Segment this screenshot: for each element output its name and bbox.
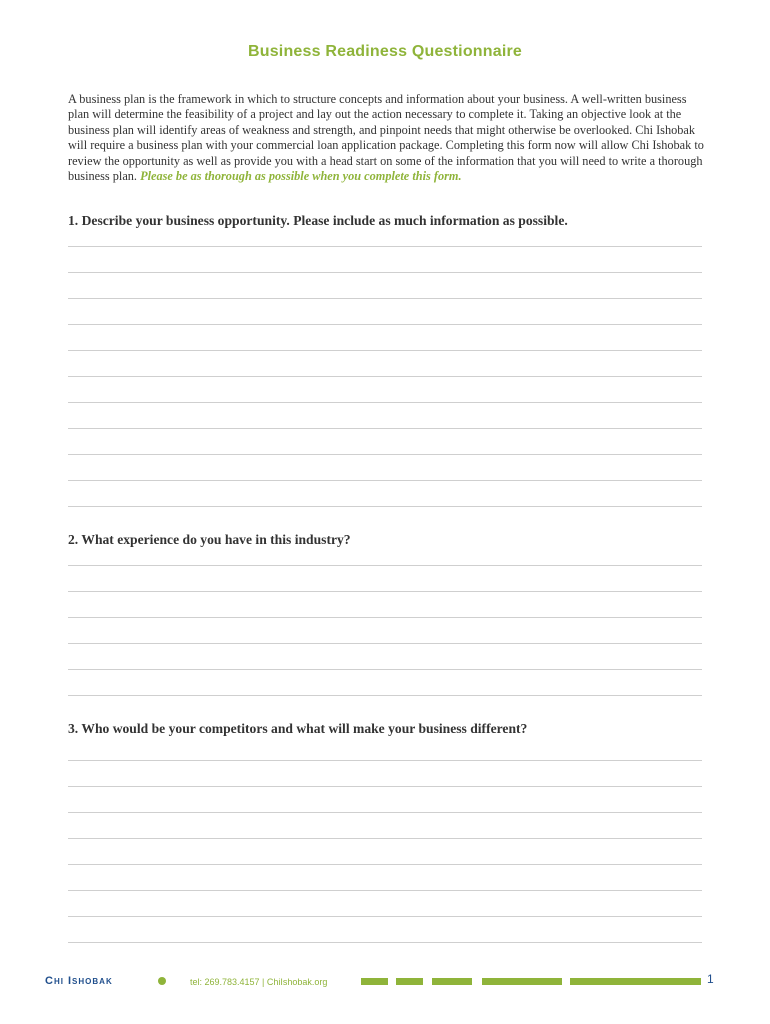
- answer-line[interactable]: [68, 246, 702, 247]
- answer-line[interactable]: [68, 916, 702, 917]
- answer-line[interactable]: [68, 298, 702, 299]
- footer-bar-segment: [396, 978, 423, 985]
- answer-line[interactable]: [68, 376, 702, 377]
- footer-bar-segment: [361, 978, 388, 985]
- answer-line[interactable]: [68, 890, 702, 891]
- answer-line[interactable]: [68, 942, 702, 943]
- question-3: 3. Who would be your competitors and what will make your business different?: [68, 721, 528, 736]
- answer-line[interactable]: [68, 350, 702, 351]
- footer-bar-segment: [482, 978, 562, 985]
- answer-line[interactable]: [68, 786, 702, 787]
- answer-line[interactable]: [68, 402, 702, 403]
- intro-paragraph: [68, 92, 708, 184]
- question-2: 2. What experience do you have in this industry?: [68, 532, 351, 547]
- answer-line[interactable]: [68, 812, 702, 813]
- footer-dot-icon: [158, 977, 166, 985]
- intro-text: A business plan is the framework in which to structure concepts and information about your business. A well-written business plan will determine the feasibility of a project and lay out the action necessary to complete it. Taking an objective look at the business plan will identify areas of weakness and strength, and pinpoint needs that might otherwise be overlooked. Chi Ishobak will require a business plan with your commercial loan application package. Completing this form now will allow Chi Ishobak to review the opportunity as well as provide you with a head start on some of the information that you will need to write a thorough business plan.: [68, 92, 704, 184]
- footer-brand-logo: Chi Ishobak: [45, 975, 113, 987]
- page-number: 1: [707, 972, 714, 986]
- intro-emphasis: Please be as thorough as possible when you complete this form.: [140, 169, 462, 184]
- answer-line[interactable]: [68, 695, 702, 696]
- answer-line[interactable]: [68, 617, 702, 618]
- answer-line[interactable]: [68, 669, 702, 670]
- answer-line[interactable]: [68, 324, 702, 325]
- answer-line[interactable]: [68, 454, 702, 455]
- answer-line[interactable]: [68, 591, 702, 592]
- footer-bar-segment: [432, 978, 472, 985]
- answer-line[interactable]: [68, 643, 702, 644]
- footer-bar-segment: [570, 978, 701, 985]
- answer-line[interactable]: [68, 565, 702, 566]
- footer-contact: tel: 269.783.4157 | ChiIshobak.org: [190, 977, 328, 987]
- answer-line[interactable]: [68, 480, 702, 481]
- answer-line[interactable]: [68, 838, 702, 839]
- question-1: 1. Describe your business opportunity. Please include as much information as possible.: [68, 213, 568, 228]
- answer-line[interactable]: [68, 864, 702, 865]
- answer-line[interactable]: [68, 506, 702, 507]
- answer-line[interactable]: [68, 760, 702, 761]
- answer-line[interactable]: [68, 428, 702, 429]
- page-title: Business Readiness Questionnaire: [247, 43, 523, 60]
- answer-line[interactable]: [68, 272, 702, 273]
